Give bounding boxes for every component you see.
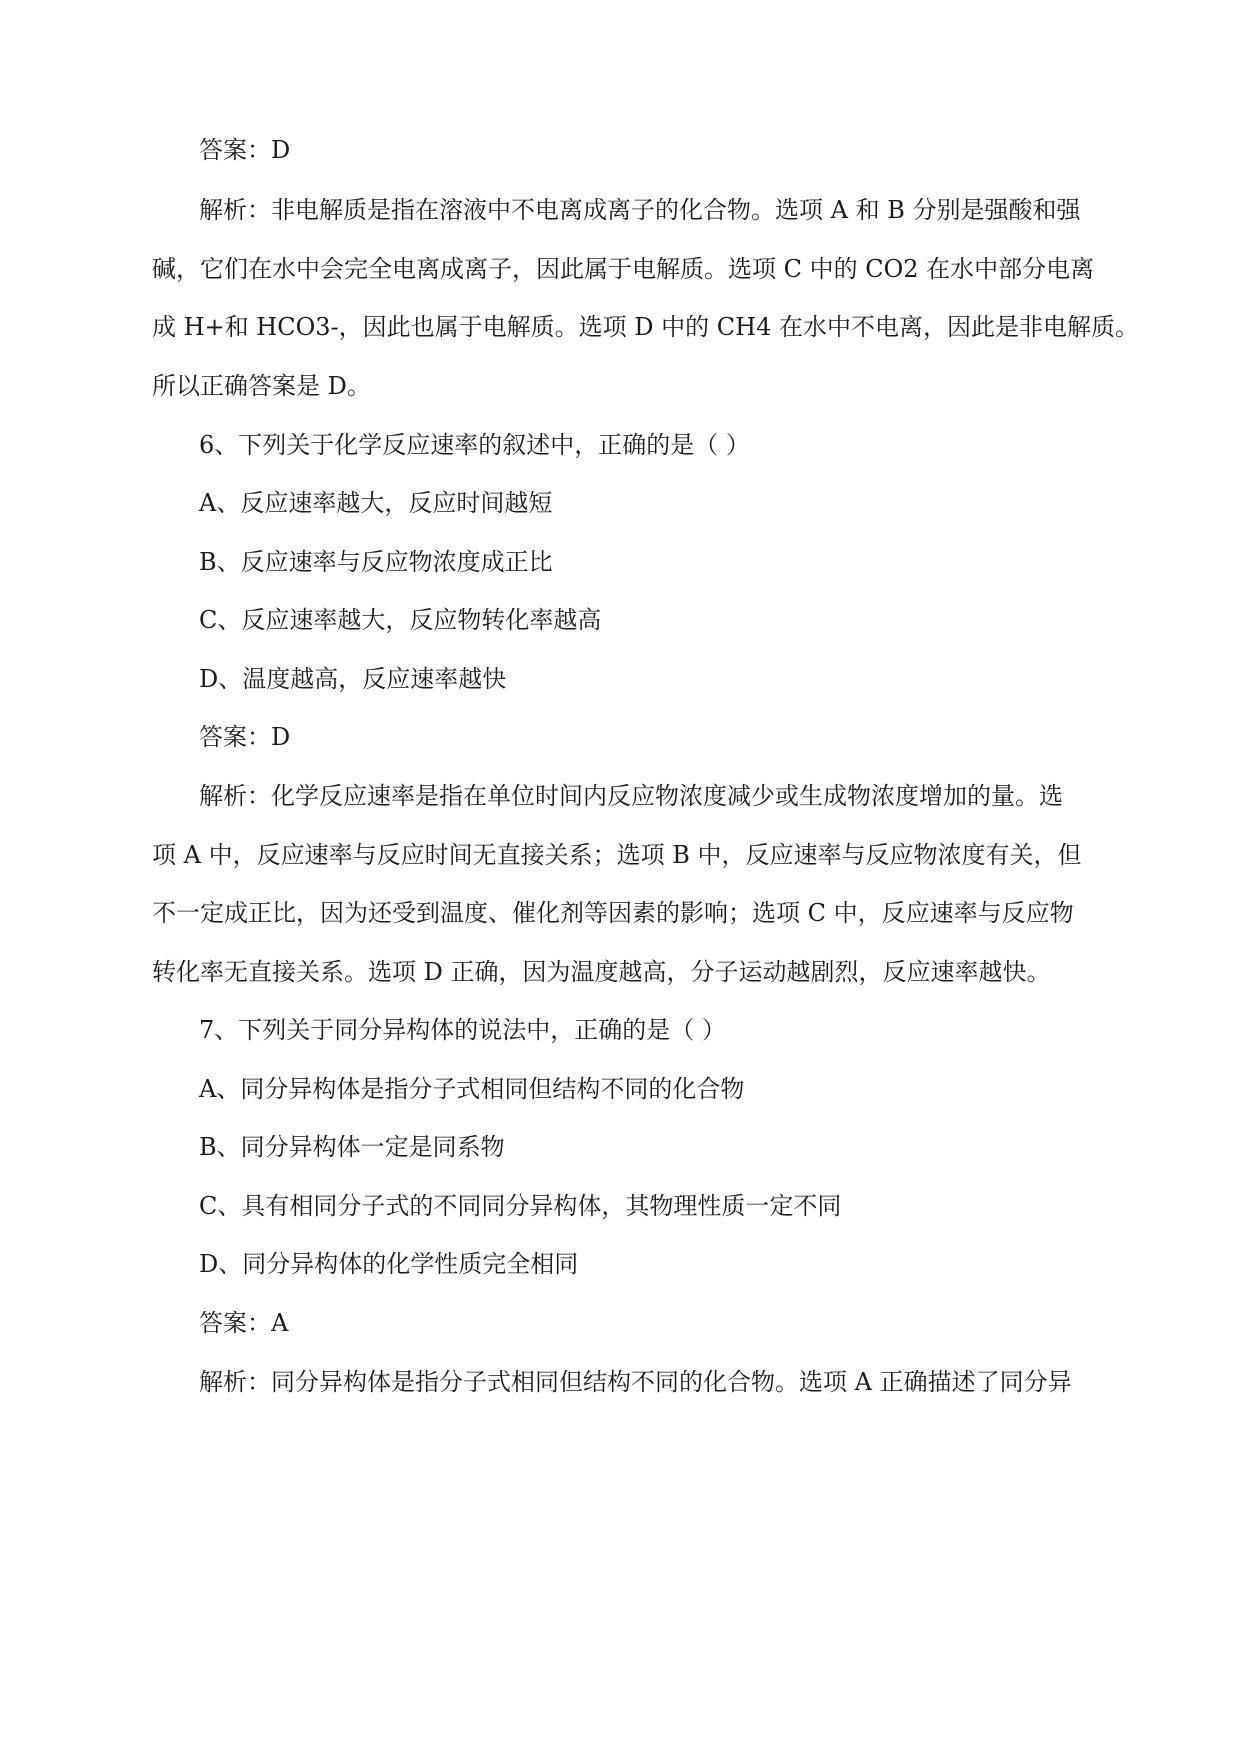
q6-analysis-line-2: 项 A 中，反应速率与反应时间无直接关系；选项 B 中，反应速率与反应物浓度有关，但: [152, 841, 1082, 869]
q5-analysis-line-4: 所以正确答案是 D。: [152, 372, 371, 400]
q6-option-c: C、反应速率越大，反应物转化率越高: [199, 606, 602, 634]
q5-answer: 答案：D: [199, 136, 291, 164]
q6-option-a: A、反应速率越大，反应时间越短: [199, 489, 553, 517]
q6-analysis-line-3: 不一定成正比，因为还受到温度、催化剂等因素的影响；选项 C 中，反应速率与反应物: [152, 899, 1074, 927]
q5-analysis-line-2: 碱，它们在水中会完全电离成离子，因此属于电解质。选项 C 中的 CO2 在水中部分电离: [152, 255, 1095, 283]
q5-analysis-line-1: 解析：非电解质是指在溶液中不电离成离子的化合物。选项 A 和 B 分别是强酸和强: [199, 196, 1081, 224]
q7-question: 7、下列关于同分异构体的说法中，正确的是（ ）: [199, 1016, 726, 1044]
q7-option-d: D、同分异构体的化学性质完全相同: [199, 1250, 579, 1278]
q7-option-c: C、具有相同分子式的不同同分异构体，其物理性质一定不同: [199, 1192, 842, 1220]
q6-answer: 答案：D: [199, 723, 291, 751]
q6-option-b: B、反应速率与反应物浓度成正比: [199, 548, 553, 576]
q6-analysis-line-4: 转化率无直接关系。选项 D 正确，因为温度越高，分子运动越剧烈，反应速率越快。: [152, 958, 1051, 986]
q7-answer: 答案：A: [199, 1309, 289, 1337]
q7-analysis-line-1: 解析：同分异构体是指分子式相同但结构不同的化合物。选项 A 正确描述了同分异: [199, 1368, 1072, 1396]
q6-option-d: D、温度越高，反应速率越快: [199, 665, 507, 693]
q6-question: 6、下列关于化学反应速率的叙述中，正确的是（ ）: [199, 431, 750, 459]
q5-analysis-line-3: 成 H+和 HCO3-，因此也属于电解质。选项 D 中的 CH4 在水中不电离，因此是非电解质。: [152, 313, 1139, 341]
q7-option-a: A、同分异构体是指分子式相同但结构不同的化合物: [199, 1075, 745, 1103]
q7-option-b: B、同分异构体一定是同系物: [199, 1133, 505, 1161]
q6-analysis-line-1: 解析：化学反应速率是指在单位时间内反应物浓度减少或生成物浓度增加的量。选: [199, 782, 1063, 810]
